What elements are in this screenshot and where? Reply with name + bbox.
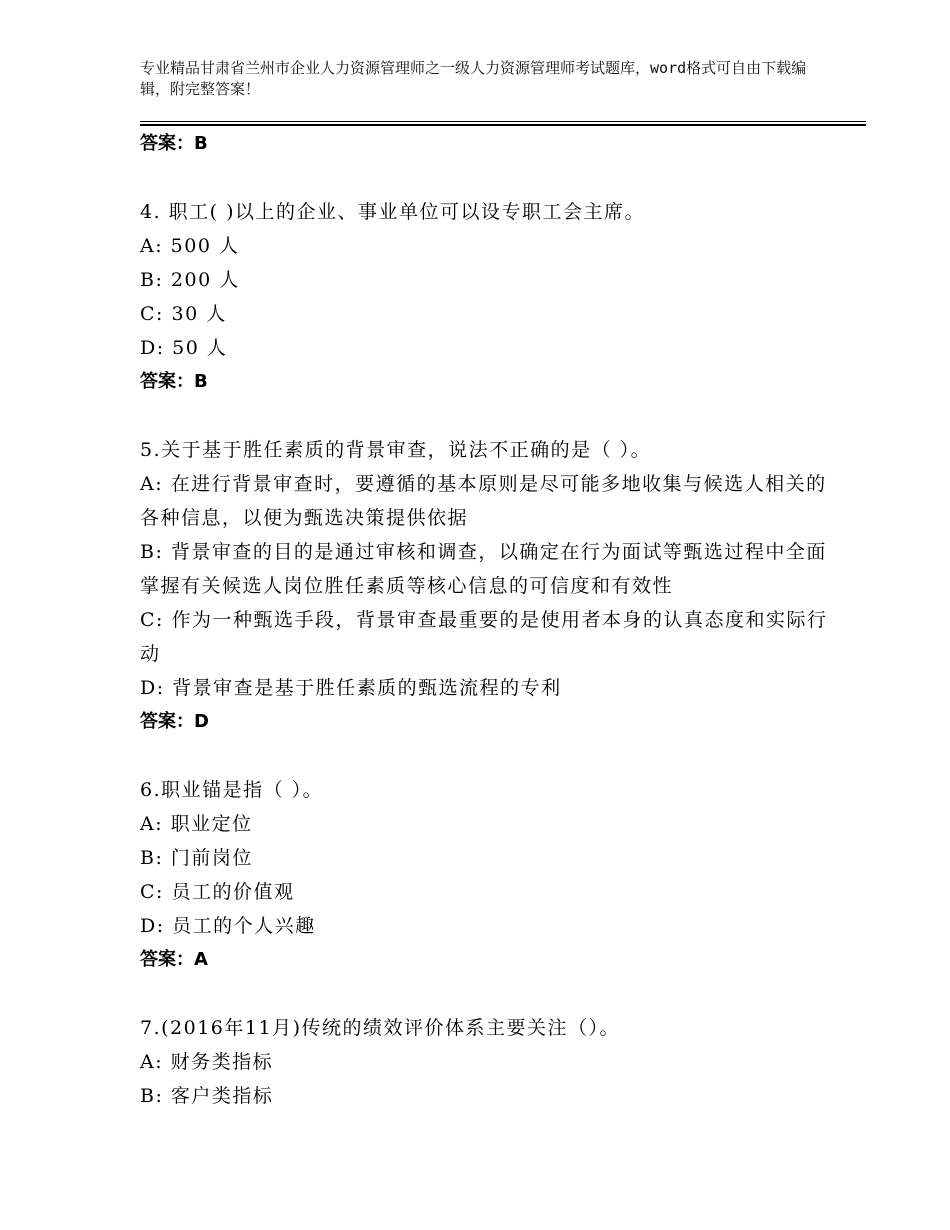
question-stem: 6.职业锚是指（ ）。 (140, 779, 324, 801)
question-stem: 7.(2016年11月)传统的绩效评价体系主要关注（）。 (140, 1017, 620, 1039)
option-a: A: 在进行背景审查时，要遵循的基本原则是尽可能多地收集与候选人相关的各种信息，以便为甄选决策提供依据 (140, 473, 827, 529)
option-a: A: 职业定位 (140, 813, 253, 835)
answer-label: 答案：D (140, 711, 209, 732)
question-7 (140, 1011, 830, 1113)
option-d: D: 背景审查是基于胜任素质的甄选流程的专利 (140, 677, 562, 699)
question-stem: 4. 职工( )以上的企业、事业单位可以设专职工会主席。 (140, 201, 646, 223)
option-a: A: 500 人 (140, 235, 240, 257)
question-6 (140, 773, 830, 977)
header-divider (140, 121, 866, 126)
question-stem: 5.关于基于胜任素质的背景审查，说法不正确的是（ ）。 (140, 439, 652, 461)
option-c: C: 员工的价值观 (140, 881, 295, 903)
answer-label: 答案：B (140, 133, 208, 154)
answer-label: 答案：A (140, 949, 208, 970)
option-d: D: 员工的个人兴趣 (140, 915, 316, 937)
option-b: B: 客户类指标 (140, 1085, 274, 1107)
option-a: A: 财务类指标 (140, 1051, 274, 1073)
option-c: C: 作为一种甄选手段，背景审查最重要的是使用者本身的认真态度和实际行动 (140, 609, 828, 665)
document-body (140, 127, 830, 1113)
option-b: B: 背景审查的目的是通过审核和调查，以确定在行为面试等甄选过程中全面掌握有关候选人岗位胜任素质等核心信息的可信度和有效性 (140, 541, 827, 597)
answer-label: 答案：B (140, 371, 208, 392)
option-b: B: 门前岗位 (140, 847, 253, 869)
question-4 (140, 195, 830, 399)
option-b: B: 200 人 (140, 269, 240, 291)
option-c: C: 30 人 (140, 303, 227, 325)
page-header: 专业精品甘肃省兰州市企业人力资源管理师之一级人力资源管理师考试题库，word格式可自由下载编辑，附完整答案！ (140, 59, 807, 98)
option-d: D: 50 人 (140, 337, 228, 359)
question-5 (140, 433, 830, 739)
